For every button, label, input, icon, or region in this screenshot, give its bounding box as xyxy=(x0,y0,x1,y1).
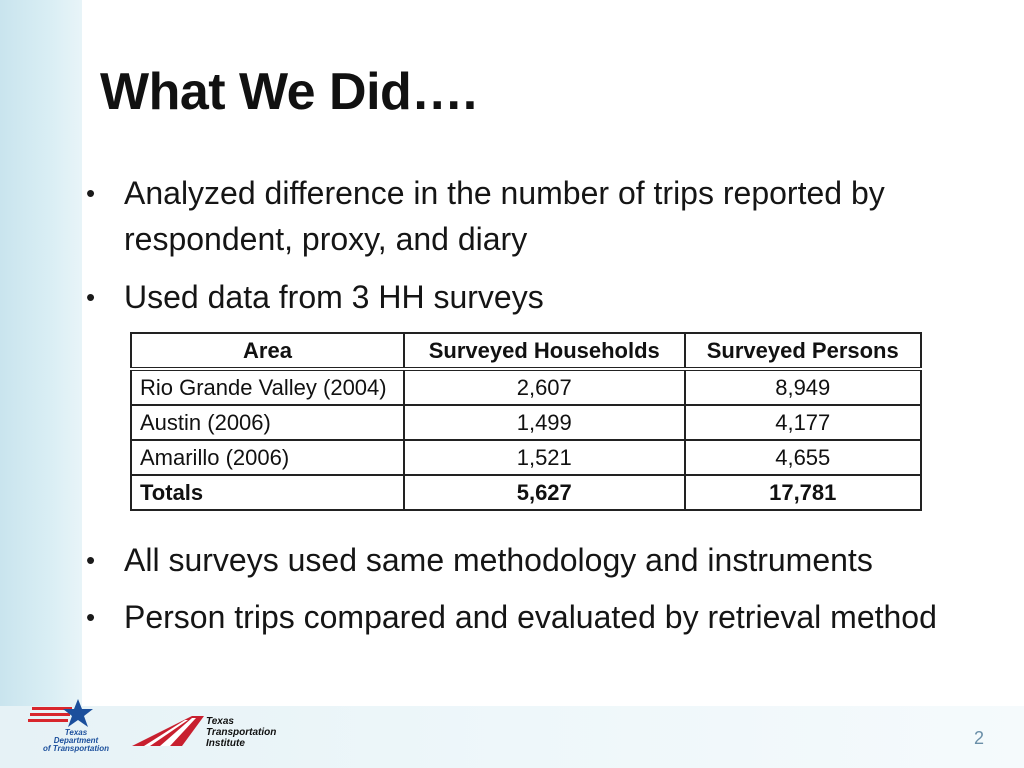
table-header-row xyxy=(131,333,921,369)
table-totals-persons: 17,781 xyxy=(685,475,922,510)
tti-logo xyxy=(130,712,295,750)
table-cell-households: 1,499 xyxy=(404,405,685,440)
slide-title: What We Did…. xyxy=(100,63,477,121)
table-totals-households: 5,627 xyxy=(404,475,685,510)
txdot-logo-text-1: Texas xyxy=(64,728,88,737)
bullet-text: Person trips compared and evaluated by retrieval method xyxy=(124,599,937,635)
table-cell-area: Rio Grande Valley (2004) xyxy=(131,369,404,405)
table-cell-area: Austin (2006) xyxy=(131,405,404,440)
txdot-logo-text-3: of Transportation xyxy=(42,744,110,753)
table-cell-households: 1,521 xyxy=(404,440,685,475)
txdot-logo xyxy=(26,697,126,753)
table-cell-persons: 4,655 xyxy=(685,440,922,475)
surveys-table xyxy=(130,332,922,511)
bullet-dot-icon: • xyxy=(86,545,96,575)
tti-road-icon xyxy=(132,716,204,746)
tti-logo-text-2: Transportation xyxy=(206,727,277,738)
table-cell-households: 2,607 xyxy=(404,369,685,405)
bullet-dot-icon: • xyxy=(86,282,96,312)
table-header-households: Surveyed Households xyxy=(404,333,685,369)
bullet-dot-icon: • xyxy=(86,178,96,208)
table-header-persons: Surveyed Persons xyxy=(685,333,922,369)
page-number: 2 xyxy=(974,728,985,748)
table-cell-persons: 4,177 xyxy=(685,405,922,440)
table-totals-row xyxy=(131,475,921,510)
table-row xyxy=(131,369,921,405)
table-row xyxy=(131,440,921,475)
table-totals-label: Totals xyxy=(131,475,404,510)
table-cell-persons: 8,949 xyxy=(685,369,922,405)
table-row xyxy=(131,405,921,440)
tti-logo-text-1: Texas xyxy=(206,716,234,727)
bullet-text: Analyzed difference in the number of trips reported by respondent, proxy, and diary xyxy=(124,175,885,257)
tti-logo-text-3: Institute xyxy=(206,738,245,749)
table-header-area: Area xyxy=(131,333,404,369)
bullet-text: All surveys used same methodology and instruments xyxy=(124,542,873,578)
left-decorative-band xyxy=(0,0,82,768)
table-cell-area: Amarillo (2006) xyxy=(131,440,404,475)
txdot-logo-text-2: Department xyxy=(53,736,99,745)
bullet-text: Used data from 3 HH surveys xyxy=(124,279,544,315)
bullet-dot-icon: • xyxy=(86,602,96,632)
